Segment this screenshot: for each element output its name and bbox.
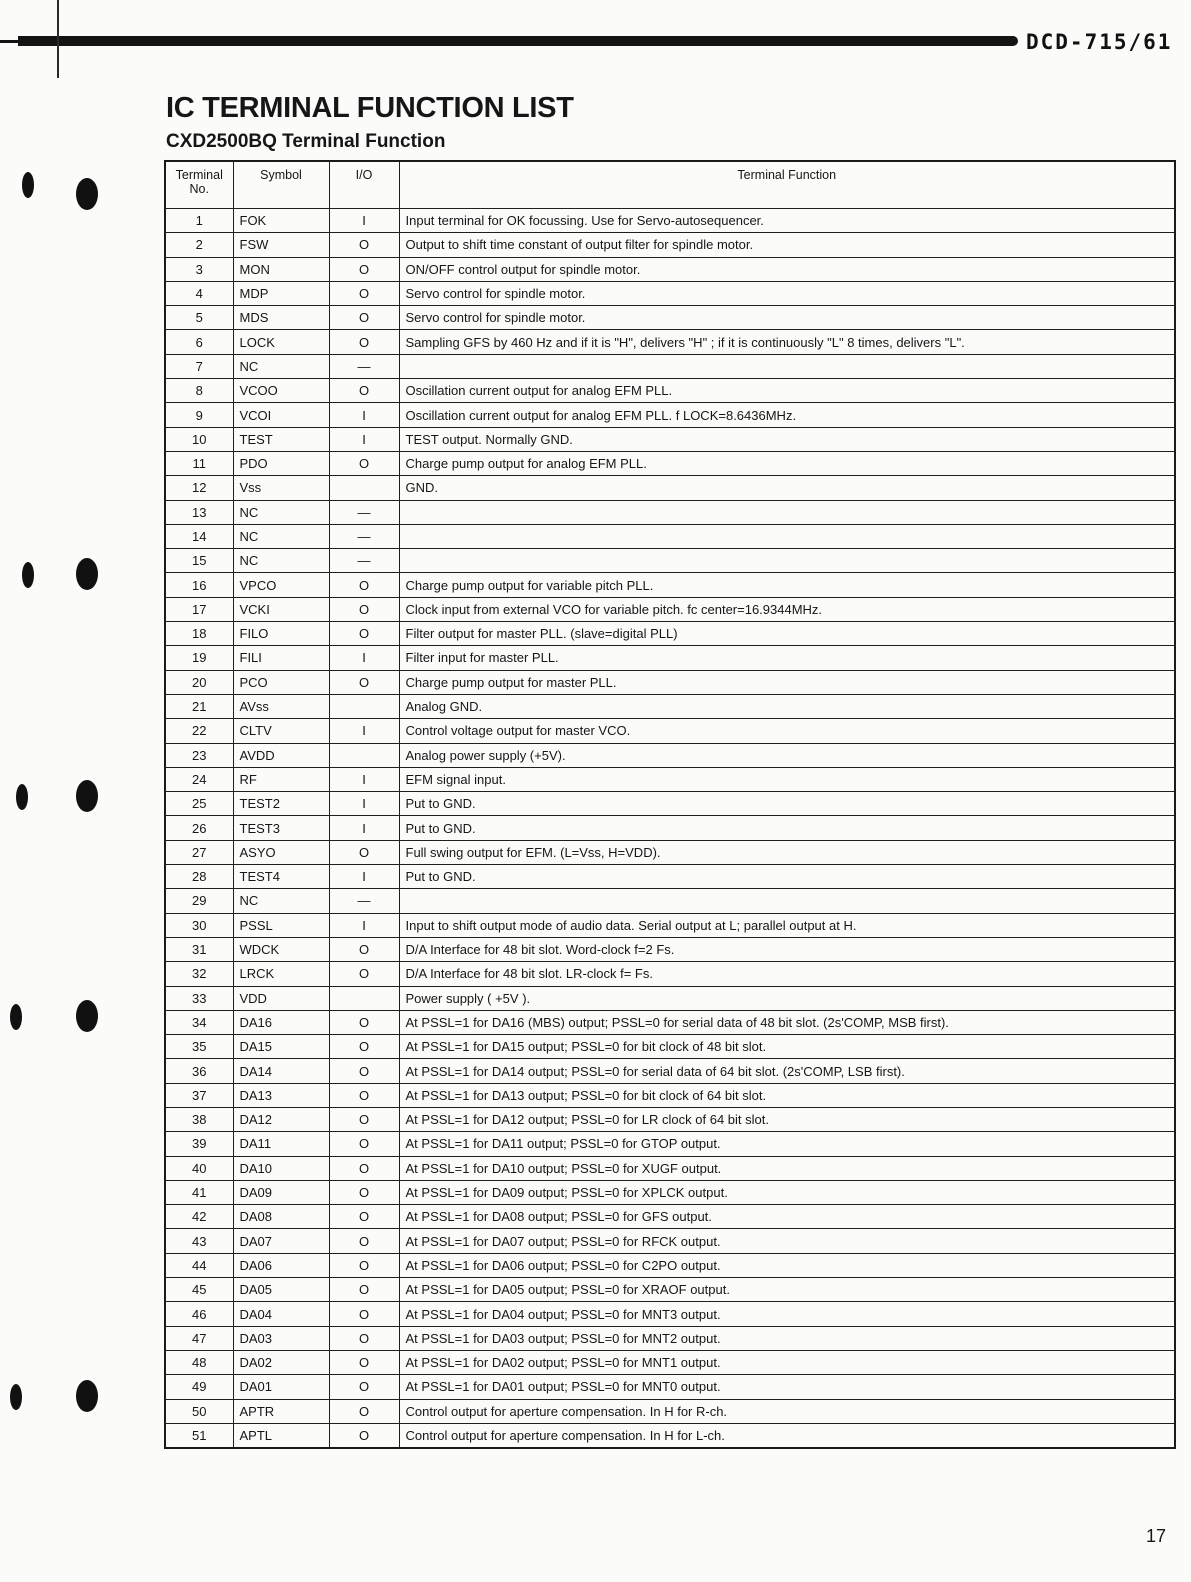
symbol-cell: DA08 xyxy=(233,1205,329,1229)
terminal-no-cell: 35 xyxy=(165,1035,233,1059)
function-cell: Analog power supply (+5V). xyxy=(399,743,1175,767)
terminal-no-cell: 23 xyxy=(165,743,233,767)
table-row xyxy=(165,306,1175,330)
table-row xyxy=(165,1180,1175,1204)
symbol-cell: Vss xyxy=(233,476,329,500)
symbol-cell: FOK xyxy=(233,209,329,233)
io-cell: — xyxy=(329,524,399,548)
function-cell: At PSSL=1 for DA15 output; PSSL=0 for bit clock of 48 bit slot. xyxy=(399,1035,1175,1059)
io-cell: I xyxy=(329,209,399,233)
terminal-no-cell: 1 xyxy=(165,209,233,233)
function-cell: At PSSL=1 for DA10 output; PSSL=0 for XUGF output. xyxy=(399,1156,1175,1180)
table-row xyxy=(165,913,1175,937)
function-cell: Control output for aperture compensation. In H for R-ch. xyxy=(399,1399,1175,1423)
function-cell: At PSSL=1 for DA14 output; PSSL=0 for serial data of 64 bit slot. (2s'COMP, LSB first). xyxy=(399,1059,1175,1083)
table-row xyxy=(165,694,1175,718)
symbol-cell: FILI xyxy=(233,646,329,670)
io-cell: O xyxy=(329,1083,399,1107)
function-cell: D/A Interface for 48 bit slot. LR-clock f= Fs. xyxy=(399,962,1175,986)
punch-hole-icon xyxy=(76,1000,98,1032)
table-header-row xyxy=(165,161,1175,209)
symbol-cell: VCOI xyxy=(233,403,329,427)
terminal-no-cell: 43 xyxy=(165,1229,233,1253)
symbol-cell: DA16 xyxy=(233,1010,329,1034)
function-cell: Filter input for master PLL. xyxy=(399,646,1175,670)
function-cell: At PSSL=1 for DA09 output; PSSL=0 for XPLCK output. xyxy=(399,1180,1175,1204)
terminal-no-cell: 48 xyxy=(165,1350,233,1374)
io-cell: O xyxy=(329,1010,399,1034)
function-cell xyxy=(399,354,1175,378)
table-row xyxy=(165,719,1175,743)
terminal-no-cell: 34 xyxy=(165,1010,233,1034)
io-cell: O xyxy=(329,306,399,330)
table-row xyxy=(165,792,1175,816)
table-row xyxy=(165,937,1175,961)
function-cell: Control voltage output for master VCO. xyxy=(399,719,1175,743)
punch-hole-icon xyxy=(16,784,28,810)
terminal-no-cell: 3 xyxy=(165,257,233,281)
table-row xyxy=(165,1399,1175,1423)
symbol-cell: NC xyxy=(233,549,329,573)
table-row xyxy=(165,1375,1175,1399)
io-cell: O xyxy=(329,1423,399,1448)
symbol-cell: DA13 xyxy=(233,1083,329,1107)
function-cell: Input terminal for OK focussing. Use for Servo-autosequencer. xyxy=(399,209,1175,233)
symbol-cell: TEST4 xyxy=(233,865,329,889)
table-row xyxy=(165,1302,1175,1326)
function-cell: D/A Interface for 48 bit slot. Word-clock f=2 Fs. xyxy=(399,937,1175,961)
table-row xyxy=(165,573,1175,597)
table-row xyxy=(165,476,1175,500)
terminal-no-cell: 37 xyxy=(165,1083,233,1107)
io-cell: O xyxy=(329,1107,399,1131)
terminal-no-cell: 24 xyxy=(165,767,233,791)
terminal-no-cell: 50 xyxy=(165,1399,233,1423)
function-cell: At PSSL=1 for DA07 output; PSSL=0 for RFCK output. xyxy=(399,1229,1175,1253)
function-cell: Charge pump output for master PLL. xyxy=(399,670,1175,694)
table-row xyxy=(165,816,1175,840)
symbol-cell: TEST3 xyxy=(233,816,329,840)
terminal-no-cell: 5 xyxy=(165,306,233,330)
io-cell: O xyxy=(329,281,399,305)
binder-mark xyxy=(57,0,59,78)
io-cell: — xyxy=(329,354,399,378)
function-cell: ON/OFF control output for spindle motor. xyxy=(399,257,1175,281)
symbol-cell: NC xyxy=(233,889,329,913)
io-cell: O xyxy=(329,330,399,354)
terminal-no-cell: 49 xyxy=(165,1375,233,1399)
table-row xyxy=(165,1132,1175,1156)
page-title: IC TERMINAL FUNCTION LIST xyxy=(166,92,574,124)
io-cell: O xyxy=(329,451,399,475)
symbol-cell: FSW xyxy=(233,233,329,257)
symbol-cell: DA05 xyxy=(233,1278,329,1302)
symbol-cell: ASYO xyxy=(233,840,329,864)
function-cell xyxy=(399,549,1175,573)
table-row xyxy=(165,1253,1175,1277)
function-cell: At PSSL=1 for DA02 output; PSSL=0 for MNT1 output. xyxy=(399,1350,1175,1374)
function-cell xyxy=(399,500,1175,524)
terminal-no-cell: 25 xyxy=(165,792,233,816)
symbol-cell: DA01 xyxy=(233,1375,329,1399)
table-row xyxy=(165,257,1175,281)
header-terminal-label: Terminal xyxy=(175,168,223,182)
header-symbol: Symbol xyxy=(233,161,329,209)
function-cell: Sampling GFS by 460 Hz and if it is "H", delivers "H" ; if it is continuously "L" 8 times, delivers "L". xyxy=(399,330,1175,354)
terminal-no-cell: 38 xyxy=(165,1107,233,1131)
symbol-cell: MDS xyxy=(233,306,329,330)
symbol-cell: VCKI xyxy=(233,597,329,621)
function-cell xyxy=(399,524,1175,548)
table-row xyxy=(165,646,1175,670)
function-cell: Oscillation current output for analog EFM PLL. xyxy=(399,379,1175,403)
terminal-no-cell: 9 xyxy=(165,403,233,427)
symbol-cell: DA11 xyxy=(233,1132,329,1156)
table-row xyxy=(165,622,1175,646)
table-row xyxy=(165,1229,1175,1253)
terminal-no-cell: 44 xyxy=(165,1253,233,1277)
io-cell: O xyxy=(329,573,399,597)
symbol-cell: TEST2 xyxy=(233,792,329,816)
header-terminal-no xyxy=(165,161,233,209)
function-cell: At PSSL=1 for DA11 output; PSSL=0 for GTOP output. xyxy=(399,1132,1175,1156)
terminal-no-cell: 36 xyxy=(165,1059,233,1083)
symbol-cell: MDP xyxy=(233,281,329,305)
io-cell: O xyxy=(329,1375,399,1399)
terminal-no-cell: 16 xyxy=(165,573,233,597)
io-cell: I xyxy=(329,865,399,889)
function-cell: Oscillation current output for analog EFM PLL. f LOCK=8.6436MHz. xyxy=(399,403,1175,427)
io-cell: I xyxy=(329,816,399,840)
symbol-cell: NC xyxy=(233,500,329,524)
terminal-no-cell: 26 xyxy=(165,816,233,840)
table-row xyxy=(165,1326,1175,1350)
io-cell: O xyxy=(329,1156,399,1180)
table-row xyxy=(165,889,1175,913)
table-row xyxy=(165,209,1175,233)
io-cell: I xyxy=(329,913,399,937)
io-cell: O xyxy=(329,379,399,403)
page-number: 17 xyxy=(1146,1526,1167,1546)
symbol-cell: AVss xyxy=(233,694,329,718)
punch-hole-icon xyxy=(22,562,34,588)
table-row xyxy=(165,500,1175,524)
io-cell: I xyxy=(329,427,399,451)
io-cell: O xyxy=(329,1350,399,1374)
terminal-no-cell: 20 xyxy=(165,670,233,694)
io-cell: O xyxy=(329,1180,399,1204)
function-cell: Put to GND. xyxy=(399,865,1175,889)
terminal-no-cell: 32 xyxy=(165,962,233,986)
io-cell xyxy=(329,476,399,500)
io-cell: I xyxy=(329,767,399,791)
io-cell: — xyxy=(329,500,399,524)
terminal-function-table xyxy=(164,160,1176,1449)
terminal-no-cell: 45 xyxy=(165,1278,233,1302)
io-cell: O xyxy=(329,1302,399,1326)
terminal-no-cell: 12 xyxy=(165,476,233,500)
terminal-no-cell: 47 xyxy=(165,1326,233,1350)
terminal-no-cell: 15 xyxy=(165,549,233,573)
io-cell xyxy=(329,743,399,767)
symbol-cell: PCO xyxy=(233,670,329,694)
terminal-no-cell: 14 xyxy=(165,524,233,548)
io-cell: O xyxy=(329,1326,399,1350)
function-cell: At PSSL=1 for DA13 output; PSSL=0 for bit clock of 64 bit slot. xyxy=(399,1083,1175,1107)
table-row xyxy=(165,865,1175,889)
symbol-cell: NC xyxy=(233,524,329,548)
io-cell: O xyxy=(329,1059,399,1083)
terminal-no-cell: 27 xyxy=(165,840,233,864)
table-row xyxy=(165,597,1175,621)
table-row xyxy=(165,962,1175,986)
io-cell: O xyxy=(329,840,399,864)
symbol-cell: LRCK xyxy=(233,962,329,986)
terminal-no-cell: 10 xyxy=(165,427,233,451)
symbol-cell: RF xyxy=(233,767,329,791)
symbol-cell: WDCK xyxy=(233,937,329,961)
terminal-no-cell: 30 xyxy=(165,913,233,937)
io-cell xyxy=(329,986,399,1010)
symbol-cell: APTL xyxy=(233,1423,329,1448)
symbol-cell: DA09 xyxy=(233,1180,329,1204)
function-cell: Analog GND. xyxy=(399,694,1175,718)
punch-hole-icon xyxy=(76,1380,98,1412)
terminal-no-cell: 46 xyxy=(165,1302,233,1326)
table-row xyxy=(165,1035,1175,1059)
symbol-cell: DA10 xyxy=(233,1156,329,1180)
io-cell: — xyxy=(329,549,399,573)
function-cell xyxy=(399,889,1175,913)
io-cell: O xyxy=(329,1205,399,1229)
io-cell: O xyxy=(329,1229,399,1253)
terminal-no-cell: 7 xyxy=(165,354,233,378)
io-cell: O xyxy=(329,1253,399,1277)
symbol-cell: LOCK xyxy=(233,330,329,354)
header-rule-tail xyxy=(0,40,18,43)
table-row xyxy=(165,403,1175,427)
terminal-no-cell: 19 xyxy=(165,646,233,670)
header-no-label: No. xyxy=(189,182,209,196)
symbol-cell: DA06 xyxy=(233,1253,329,1277)
table-row xyxy=(165,986,1175,1010)
io-cell: O xyxy=(329,962,399,986)
symbol-cell: PSSL xyxy=(233,913,329,937)
terminal-no-cell: 31 xyxy=(165,937,233,961)
header-rule xyxy=(18,36,1018,46)
symbol-cell: DA15 xyxy=(233,1035,329,1059)
terminal-no-cell: 13 xyxy=(165,500,233,524)
table-row xyxy=(165,451,1175,475)
terminal-no-cell: 33 xyxy=(165,986,233,1010)
table-row xyxy=(165,767,1175,791)
symbol-cell: APTR xyxy=(233,1399,329,1423)
terminal-no-cell: 11 xyxy=(165,451,233,475)
terminal-no-cell: 28 xyxy=(165,865,233,889)
table-row xyxy=(165,1278,1175,1302)
symbol-cell: PDO xyxy=(233,451,329,475)
table-row xyxy=(165,427,1175,451)
function-cell: Put to GND. xyxy=(399,816,1175,840)
function-cell: At PSSL=1 for DA01 output; PSSL=0 for MNT0 output. xyxy=(399,1375,1175,1399)
function-cell: Servo control for spindle motor. xyxy=(399,281,1175,305)
model-label: DCD-715/61 xyxy=(1026,30,1173,54)
symbol-cell: VDD xyxy=(233,986,329,1010)
io-cell: O xyxy=(329,257,399,281)
io-cell: O xyxy=(329,233,399,257)
function-cell: Full swing output for EFM. (L=Vss, H=VDD). xyxy=(399,840,1175,864)
terminal-no-cell: 18 xyxy=(165,622,233,646)
terminal-no-cell: 4 xyxy=(165,281,233,305)
io-cell: O xyxy=(329,1035,399,1059)
terminal-no-cell: 6 xyxy=(165,330,233,354)
function-cell: GND. xyxy=(399,476,1175,500)
punch-hole-icon xyxy=(76,780,98,812)
function-cell: Output to shift time constant of output filter for spindle motor. xyxy=(399,233,1175,257)
function-cell: TEST output. Normally GND. xyxy=(399,427,1175,451)
table-row xyxy=(165,670,1175,694)
function-cell: Charge pump output for analog EFM PLL. xyxy=(399,451,1175,475)
function-cell: At PSSL=1 for DA03 output; PSSL=0 for MNT2 output. xyxy=(399,1326,1175,1350)
punch-hole-icon xyxy=(76,558,98,590)
table-row xyxy=(165,379,1175,403)
table-row xyxy=(165,1423,1175,1448)
function-cell: Put to GND. xyxy=(399,792,1175,816)
terminal-no-cell: 41 xyxy=(165,1180,233,1204)
symbol-cell: NC xyxy=(233,354,329,378)
header-io: I/O xyxy=(329,161,399,209)
io-cell: I xyxy=(329,792,399,816)
io-cell: O xyxy=(329,937,399,961)
terminal-no-cell: 39 xyxy=(165,1132,233,1156)
function-cell: Control output for aperture compensation. In H for L-ch. xyxy=(399,1423,1175,1448)
table-row xyxy=(165,840,1175,864)
table-row xyxy=(165,1107,1175,1131)
io-cell: O xyxy=(329,1399,399,1423)
function-cell: At PSSL=1 for DA04 output; PSSL=0 for MNT3 output. xyxy=(399,1302,1175,1326)
function-cell: At PSSL=1 for DA08 output; PSSL=0 for GFS output. xyxy=(399,1205,1175,1229)
header-function: Terminal Function xyxy=(399,161,1175,209)
table-row xyxy=(165,1205,1175,1229)
punch-hole-icon xyxy=(10,1004,22,1030)
punch-hole-icon xyxy=(22,172,34,198)
table-row xyxy=(165,1156,1175,1180)
symbol-cell: DA14 xyxy=(233,1059,329,1083)
table-row xyxy=(165,1350,1175,1374)
terminal-no-cell: 8 xyxy=(165,379,233,403)
table-row xyxy=(165,354,1175,378)
terminal-no-cell: 2 xyxy=(165,233,233,257)
function-cell: EFM signal input. xyxy=(399,767,1175,791)
table-row xyxy=(165,1059,1175,1083)
function-cell: Power supply ( +5V ). xyxy=(399,986,1175,1010)
io-cell: I xyxy=(329,403,399,427)
terminal-no-cell: 42 xyxy=(165,1205,233,1229)
punch-hole-icon xyxy=(76,178,98,210)
io-cell: I xyxy=(329,646,399,670)
table-row xyxy=(165,743,1175,767)
function-cell: Filter output for master PLL. (slave=digital PLL) xyxy=(399,622,1175,646)
punch-hole-icon xyxy=(10,1384,22,1410)
symbol-cell: VPCO xyxy=(233,573,329,597)
table-row xyxy=(165,330,1175,354)
symbol-cell: AVDD xyxy=(233,743,329,767)
function-cell: At PSSL=1 for DA05 output; PSSL=0 for XRAOF output. xyxy=(399,1278,1175,1302)
function-cell: Charge pump output for variable pitch PLL. xyxy=(399,573,1175,597)
terminal-no-cell: 40 xyxy=(165,1156,233,1180)
symbol-cell: DA03 xyxy=(233,1326,329,1350)
io-cell: — xyxy=(329,889,399,913)
function-cell: At PSSL=1 for DA06 output; PSSL=0 for C2PO output. xyxy=(399,1253,1175,1277)
symbol-cell: FILO xyxy=(233,622,329,646)
function-cell: Servo control for spindle motor. xyxy=(399,306,1175,330)
terminal-no-cell: 29 xyxy=(165,889,233,913)
symbol-cell: TEST xyxy=(233,427,329,451)
function-cell: Input to shift output mode of audio data. Serial output at L; parallel output at H. xyxy=(399,913,1175,937)
io-cell: O xyxy=(329,670,399,694)
io-cell: O xyxy=(329,1278,399,1302)
terminal-no-cell: 17 xyxy=(165,597,233,621)
io-cell: O xyxy=(329,1132,399,1156)
symbol-cell: DA12 xyxy=(233,1107,329,1131)
symbol-cell: DA02 xyxy=(233,1350,329,1374)
io-cell: O xyxy=(329,622,399,646)
table-row xyxy=(165,1010,1175,1034)
symbol-cell: CLTV xyxy=(233,719,329,743)
table-row xyxy=(165,233,1175,257)
terminal-no-cell: 22 xyxy=(165,719,233,743)
io-cell: I xyxy=(329,719,399,743)
symbol-cell: DA07 xyxy=(233,1229,329,1253)
terminal-no-cell: 21 xyxy=(165,694,233,718)
terminal-no-cell: 51 xyxy=(165,1423,233,1448)
page-subtitle: CXD2500BQ Terminal Function xyxy=(166,131,446,152)
function-cell: At PSSL=1 for DA16 (MBS) output; PSSL=0 for serial data of 48 bit slot. (2s'COMP, MSB first). xyxy=(399,1010,1175,1034)
function-cell: At PSSL=1 for DA12 output; PSSL=0 for LR clock of 64 bit slot. xyxy=(399,1107,1175,1131)
table-row xyxy=(165,524,1175,548)
symbol-cell: MON xyxy=(233,257,329,281)
table-row xyxy=(165,549,1175,573)
io-cell xyxy=(329,694,399,718)
io-cell: O xyxy=(329,597,399,621)
table-row xyxy=(165,1083,1175,1107)
symbol-cell: DA04 xyxy=(233,1302,329,1326)
function-cell: Clock input from external VCO for variable pitch. fc center=16.9344MHz. xyxy=(399,597,1175,621)
table-row xyxy=(165,281,1175,305)
symbol-cell: VCOO xyxy=(233,379,329,403)
